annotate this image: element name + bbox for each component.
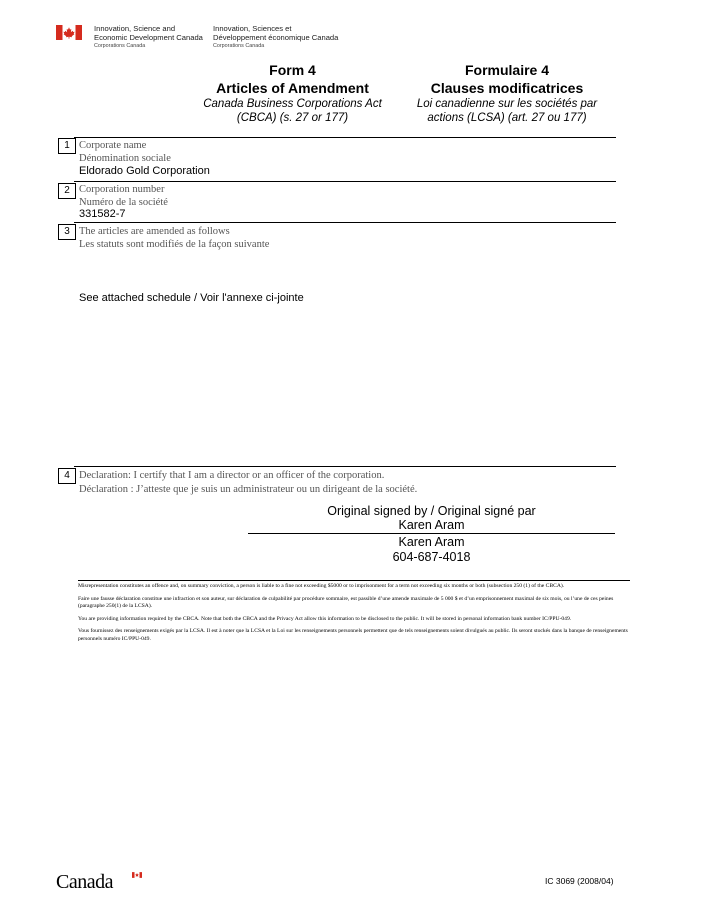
signature-text-line2: Karen Aram (398, 518, 465, 532)
section-number-3: 3 (58, 224, 76, 240)
corporate-name-value: Eldorado Gold Corporation (79, 165, 210, 177)
amendment-label-en: The articles are amended as follows (79, 226, 230, 237)
signature-text-line1: Original signed by / Original signé par (327, 504, 536, 518)
section-divider (74, 181, 616, 182)
corporation-number-label-en: Corporation number (79, 184, 165, 195)
section-number-2: 2 (58, 183, 76, 199)
signatory-name: Karen Aram (398, 535, 465, 549)
canada-wordmark-text: Canada (56, 871, 113, 893)
canada-flag-icon (56, 25, 82, 40)
amendment-value: See attached schedule / Voir l'annexe ci-jointe (79, 292, 304, 304)
department-name-en: Innovation, Science and Economic Development Canada Corporations Canada (94, 24, 203, 49)
corporate-name-label-fr: Dénomination sociale (79, 153, 171, 164)
section-number-1: 1 (58, 138, 76, 154)
section-divider (74, 137, 616, 138)
section-divider (74, 466, 616, 467)
section-number-4: 4 (58, 468, 76, 484)
fine-print-paragraph: Faire une fausse déclaration constitue une infraction et son auteur, sur déclaration de culpabilité par procédure sommaire, est passible d’une amende maximale de 5 000 $ et d’un emprisonnement maximal de six mois, ou l’une de ces peines (paragraphe 250(1) de la LCSA). (78, 595, 614, 610)
fine-print (78, 583, 630, 649)
form-name-fr: Clauses modificatrices (430, 80, 584, 96)
fine-print-divider (78, 580, 630, 581)
wordmark-flag-icon (132, 872, 142, 878)
signatory-phone: 604-687-4018 (392, 550, 471, 564)
act-fr-line1: Loi canadienne sur les sociétés par (416, 98, 598, 110)
declaration-label-fr: Déclaration : J’atteste que je suis un administrateur ou un dirigeant de la société. (79, 484, 418, 495)
fine-print-paragraph: You are providing information required by the CBCA. Note that both the CBCA and the Privacy Act allow this information to be disclosed to the public. It will be stored in personal information bank number IC/PPU-049. (78, 615, 572, 622)
act-en-line2: (CBCA) (s. 27 or 177) (236, 112, 349, 124)
title-en (190, 62, 395, 125)
form-name-en: Articles of Amendment (216, 80, 369, 96)
form-code: IC 3069 (2008/04) (545, 876, 614, 886)
act-fr-line2: actions (LCSA) (art. 27 ou 177) (427, 112, 587, 124)
section-divider (74, 222, 616, 223)
act-en-line1: Canada Business Corporations Act (203, 98, 382, 110)
department-name-fr: Innovation, Sciences et Développement économique Canada Corporations Canada (213, 24, 339, 49)
corporation-number-value: 331582-7 (79, 208, 126, 220)
corporation-number-label-fr: Numéro de la société (79, 197, 168, 208)
canada-wordmark (56, 871, 113, 895)
fine-print-paragraph: Misrepresentation constitutes an offence and, on summary conviction, a person is liable to a fine not exceeding $5000 or to imprisonment for a term not exceeding six months or both (subsection 250 (1) of the CBCA). (78, 583, 565, 589)
corporate-name-label-en: Corporate name (79, 140, 147, 151)
fine-print-paragraph: Vous fournissez des renseignements exigés par la LCSA. Il est à noter que la LCSA et la Loi sur les renseignements personnels permettent que de tels renseignements soient divulgués au public. Ils seront stockés dans la banque de renseignements personnels numéro IC/PPU-049. (78, 628, 628, 642)
amendment-label-fr: Les statuts sont modifiés de la façon suivante (79, 239, 270, 250)
form-number-en: Form 4 (269, 62, 316, 78)
signature-line (248, 533, 615, 534)
title-fr (402, 62, 612, 125)
declaration-label-en: Declaration: I certify that I am a director or an officer of the corporation. (79, 470, 385, 481)
form-number-fr: Formulaire 4 (464, 62, 550, 78)
